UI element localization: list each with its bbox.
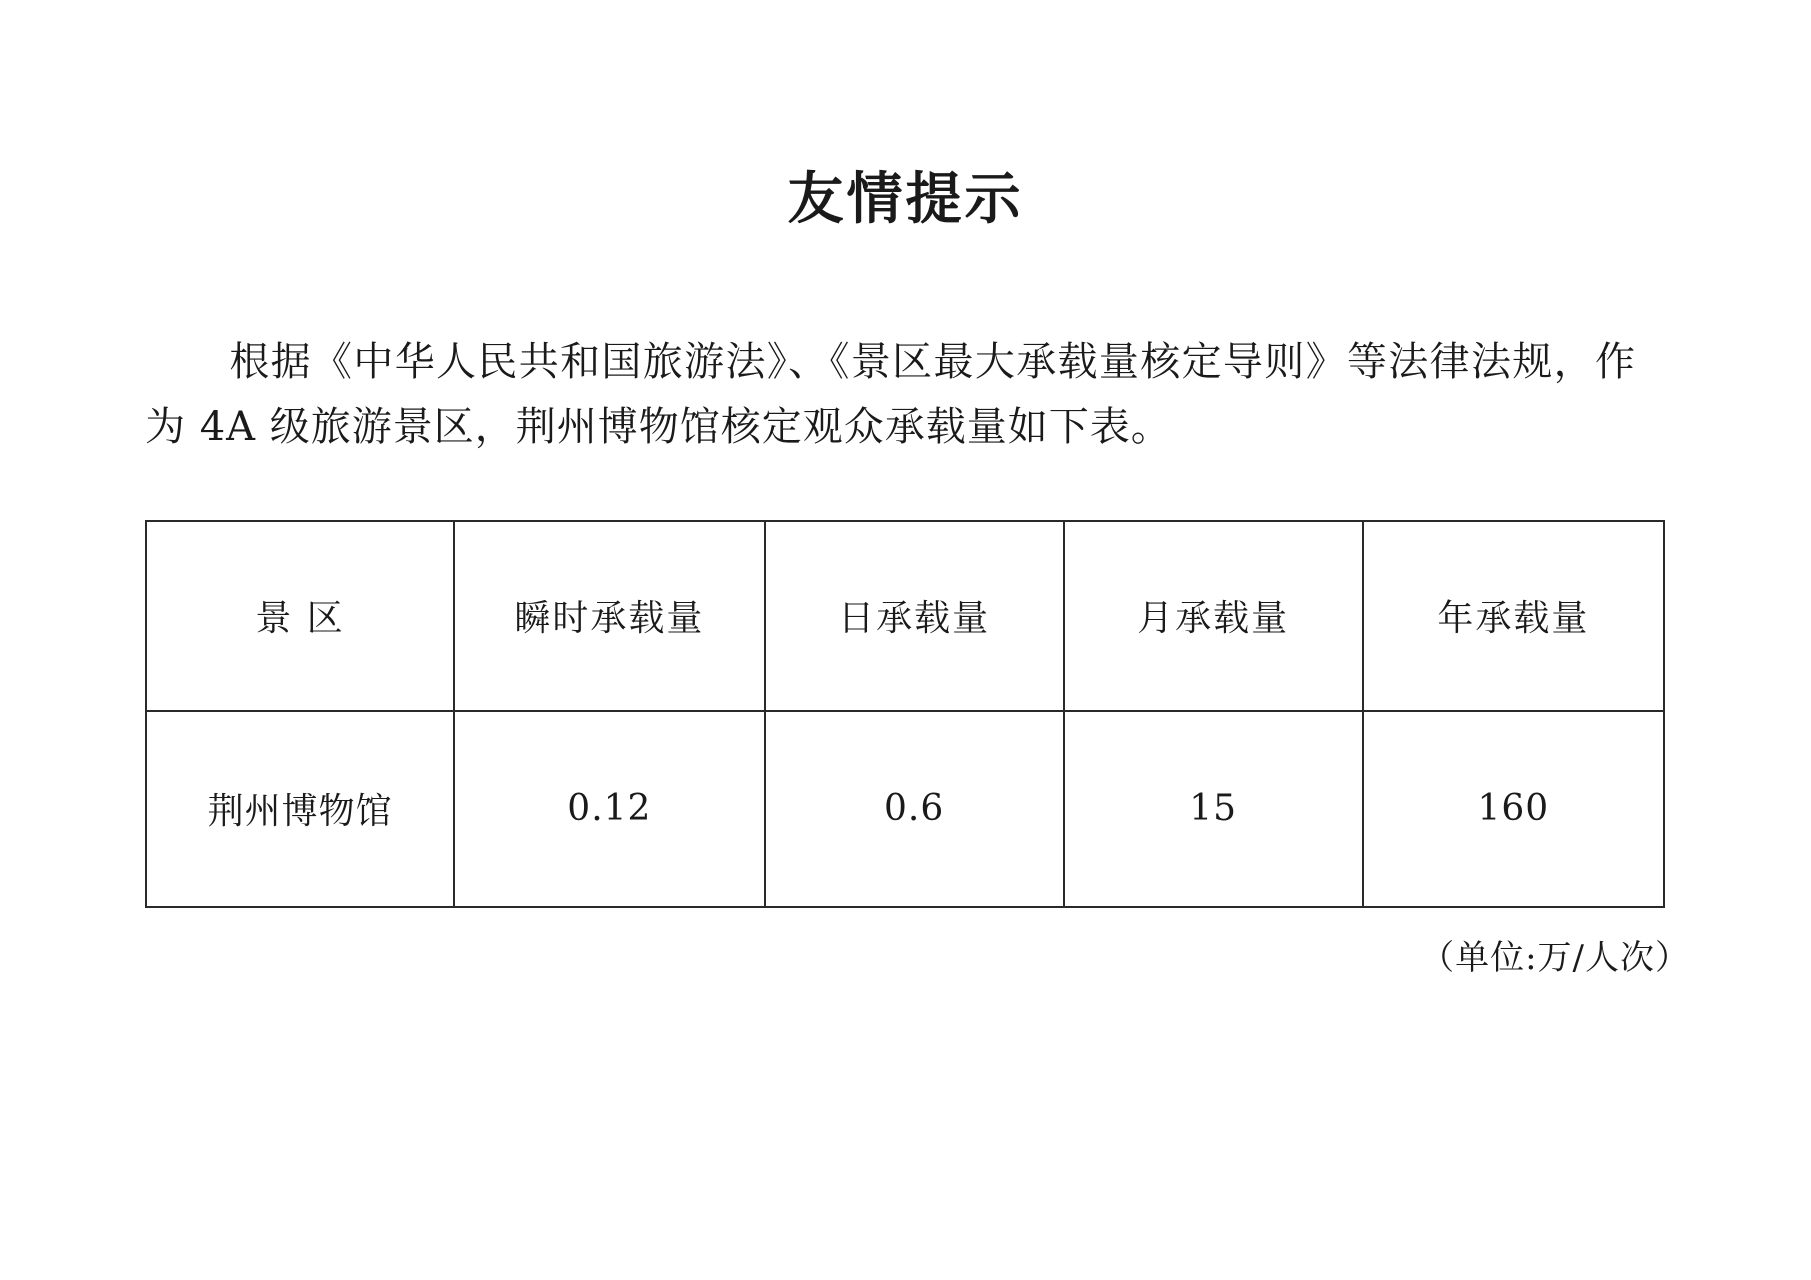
column-header-monthly-capacity: 月承载量 <box>1064 521 1363 711</box>
page-title: 友情提示 <box>787 166 1024 232</box>
cell-scenic-area: 荆州博物馆 <box>146 711 454 907</box>
column-header-instant-capacity: 瞬时承载量 <box>454 521 764 711</box>
cell-monthly-capacity: 15 <box>1064 711 1363 907</box>
capacity-table-wrapper <box>120 460 1691 979</box>
unit-note: （单位:万/人次） <box>1420 937 1690 978</box>
column-header-scenic-area: 景 区 <box>146 521 454 711</box>
capacity-table <box>145 520 1665 908</box>
table-body <box>146 711 1664 907</box>
column-header-yearly-capacity: 年承载量 <box>1363 521 1664 711</box>
cell-daily-capacity: 0.6 <box>765 711 1064 907</box>
cell-instant-capacity: 0.12 <box>454 711 764 907</box>
column-header-daily-capacity: 日承载量 <box>765 521 1064 711</box>
table-header <box>146 521 1664 711</box>
cell-yearly-capacity: 160 <box>1363 711 1664 907</box>
paragraph-text: 根据《中华人民共和国旅游法》、《景区最大承载量核定导则》等法律法规，作为 4A 级旅游景区，荆州博物馆核定观众承载量如下表。 <box>145 339 1636 450</box>
intro-paragraph <box>120 235 1691 460</box>
table-header-row <box>146 521 1664 711</box>
table-row <box>146 711 1664 907</box>
